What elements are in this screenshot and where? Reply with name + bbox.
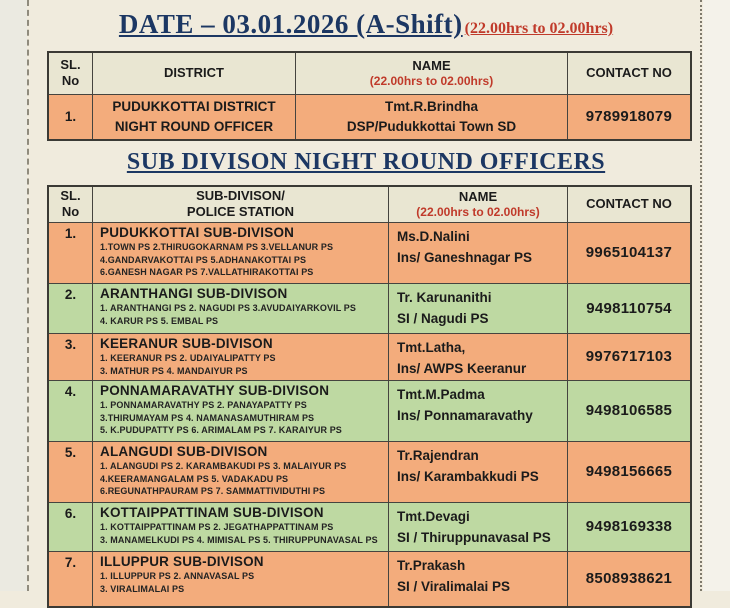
officer-name-cell [389,502,568,551]
police-stations-line: 1. ALANGUDI PS 2. KARAMBAKUDI PS 3. MALAIYUR PS [100,461,347,472]
officer-name-cell [389,380,568,441]
subdivision-cell [93,222,389,283]
police-stations-line: 4.GANDARVAKOTTAI PS 5.ADHANAKOTTAI PS [100,254,307,265]
subdivision-officer-table [47,185,692,608]
binding-perforation-left [27,0,29,591]
police-stations-line: 6.GANESH NAGAR PS 7.VALLATHIRAKOTTAI PS [100,266,314,277]
officer-name-cell [389,283,568,333]
row-sl-no: 2. [48,283,93,333]
contact-number: 9498169338 [568,502,692,551]
page-edge-perforation-right [700,0,702,591]
header-name-hours: (22.00hrs to 02.00hrs) [369,73,494,88]
police-stations-line: 4. KARUR PS 5. EMBAL PS [100,315,219,326]
officer-name-cell [389,441,568,502]
section-heading-text: SUB DIVISON NIGHT ROUND OFFICERS [126,149,606,175]
officer-name-cell [389,333,568,380]
police-stations-line: 1.TOWN PS 2.THIRUGOKARNAM PS 3.VELLANUR PS [100,242,334,253]
date-shift-hours: (22.00hrs to 02.00hrs) [464,20,614,37]
contact-number: 9789918079 [568,94,692,140]
subdivision-row [48,380,691,441]
police-stations-line: 1. ARANTHANGI PS 2. NAGUDI PS 3.AVUDAIYARKOVIL PS [100,303,356,314]
officer-name-cell [389,551,568,607]
officer-designation: SI / Viralimalai PS [397,578,511,594]
subdivision-cell [93,380,389,441]
police-stations-line: 1. KEERANUR PS 2. UDAIYALIPATTY PS [100,353,276,364]
officer-designation: SI / Nagudi PS [397,310,489,326]
subdivision-title: PONNAMARAVATHY SUB-DIVISON [100,382,330,398]
district-officer-row [48,94,691,140]
row-sl-no: 1. [48,222,93,283]
subdivision-cell [93,283,389,333]
contact-number: 9498106585 [568,380,692,441]
subdivision-cell [93,502,389,551]
header-name [389,186,568,222]
subdivision-row [48,283,691,333]
police-stations-line: 3. MANAMELKUDI PS 4. MIMISAL PS 5. THIRUPPUNAVASAL PS [100,534,378,545]
header-name-label: NAME [412,57,451,73]
header-sl-line1: SL. [60,57,81,72]
row-sl-no: 1. [48,94,93,140]
header-sl-line1: SL. [60,188,81,203]
header-district: DISTRICT [93,52,296,94]
district-cell [93,94,296,140]
police-stations-line: 4.KEERAMANGALAM PS 5. VADAKADU PS [100,473,289,484]
police-stations-line: 1. PONNAMARAVATHY PS 2. PANAYAPATTY PS [100,400,307,411]
header-name [296,52,568,94]
subdivision-title: ALANGUDI SUB-DIVISON [100,443,268,459]
officer-name-cell [389,222,568,283]
officer-name-cell [296,94,568,140]
row-sl-no: 4. [48,380,93,441]
header-subdivision-line2: POLICE STATION [186,204,295,220]
date-title: DATE – 03.01.2026 (A-Shift) [118,9,463,39]
subdivision-row [48,333,691,380]
page-right-margin [703,0,730,591]
officer-designation: Ins/ Ganeshnagar PS [397,249,533,265]
police-stations-line: 6.REGUNATHPAURAM PS 7. SAMMATTIVIDUTHI PS [100,485,326,496]
page-left-margin [0,0,27,591]
officer-name: Tr.Rajendran [397,447,479,463]
subdivision-row [48,502,691,551]
subdivision-title: PUDUKKOTTAI SUB-DIVISON [100,224,295,240]
header-subdivision-line1: SUB-DIVISON/ [196,188,285,203]
contact-number: 9498110754 [568,283,692,333]
police-stations-line: 1. ILLUPPUR PS 2. ANNAVASAL PS [100,571,255,582]
officer-designation: Ins/ Karambakkudi PS [397,468,539,484]
subdivision-cell [93,441,389,502]
section-heading [47,149,685,182]
header-name-label: NAME [458,188,498,204]
police-stations-line: 3. VIRALIMALAI PS [100,583,185,594]
officer-name: Tr. Karunanithi [397,289,492,305]
date-title-row [47,9,685,51]
officer-name: Tmt.Devagi [397,508,470,524]
row-sl-no: 7. [48,551,93,607]
header-sl-line2: No [61,73,80,89]
row-sl-no: 6. [48,502,93,551]
officer-name: Tmt.Latha, [397,339,466,355]
officer-designation: Ins/ AWPS Keeranur [397,360,527,376]
police-stations-line: 5. K.PUDUPATTY PS 6. ARIMALAM PS 7. KARAIYUR PS [100,424,342,435]
contact-number: 8508938621 [568,551,692,607]
subdivision-row [48,441,691,502]
contact-number: 9498156665 [568,441,692,502]
officer-designation: Ins/ Ponnamaravathy [397,407,533,423]
header-sl-no [48,186,93,222]
police-stations-line: 3.THIRUMAYAM PS 4. NAMANASAMUTHIRAM PS [100,412,315,423]
header-name-hours: (22.00hrs to 02.00hrs) [416,204,540,219]
subdivision-row [48,551,691,607]
contact-number: 9965104137 [568,222,692,283]
officer-designation: DSP/Pudukkottai Town SD [346,118,517,134]
district-line2: NIGHT ROUND OFFICER [114,118,274,134]
subdivision-title: ARANTHANGI SUB-DIVISON [100,285,288,301]
district-officer-table [47,51,692,141]
subdivision-cell [93,551,389,607]
header-contact-no: CONTACT NO [568,52,692,94]
header-subdivision [93,186,389,222]
officer-name: Tmt.M.Padma [397,386,485,402]
officer-name: Tmt.R.Brindha [385,99,478,115]
subdivision-title: KEERANUR SUB-DIVISON [100,335,273,351]
subdivision-title: KOTTAIPPATTINAM SUB-DIVISON [100,504,324,520]
row-sl-no: 3. [48,333,93,380]
police-stations-line: 3. MATHUR PS 4. MANDAIYUR PS [100,365,248,376]
header-contact-no: CONTACT NO [568,186,692,222]
district-line1: PUDUKKOTTAI DISTRICT [112,99,276,115]
row-sl-no: 5. [48,441,93,502]
document-page [47,0,685,608]
contact-number: 9976717103 [568,333,692,380]
subdivision-cell [93,333,389,380]
header-sl-line2: No [61,204,80,220]
subdivision-title: ILLUPPUR SUB-DIVISON [100,553,264,569]
header-sl-no [48,52,93,94]
officer-name: Tr.Prakash [397,557,466,573]
officer-designation: SI / Thiruppunavasal PS [397,529,551,545]
subdivision-row [48,222,691,283]
police-stations-line: 1. KOTTAIPPATTINAM PS 2. JEGATHAPPATTINAM PS [100,522,334,533]
officer-name: Ms.D.Nalini [397,228,470,244]
